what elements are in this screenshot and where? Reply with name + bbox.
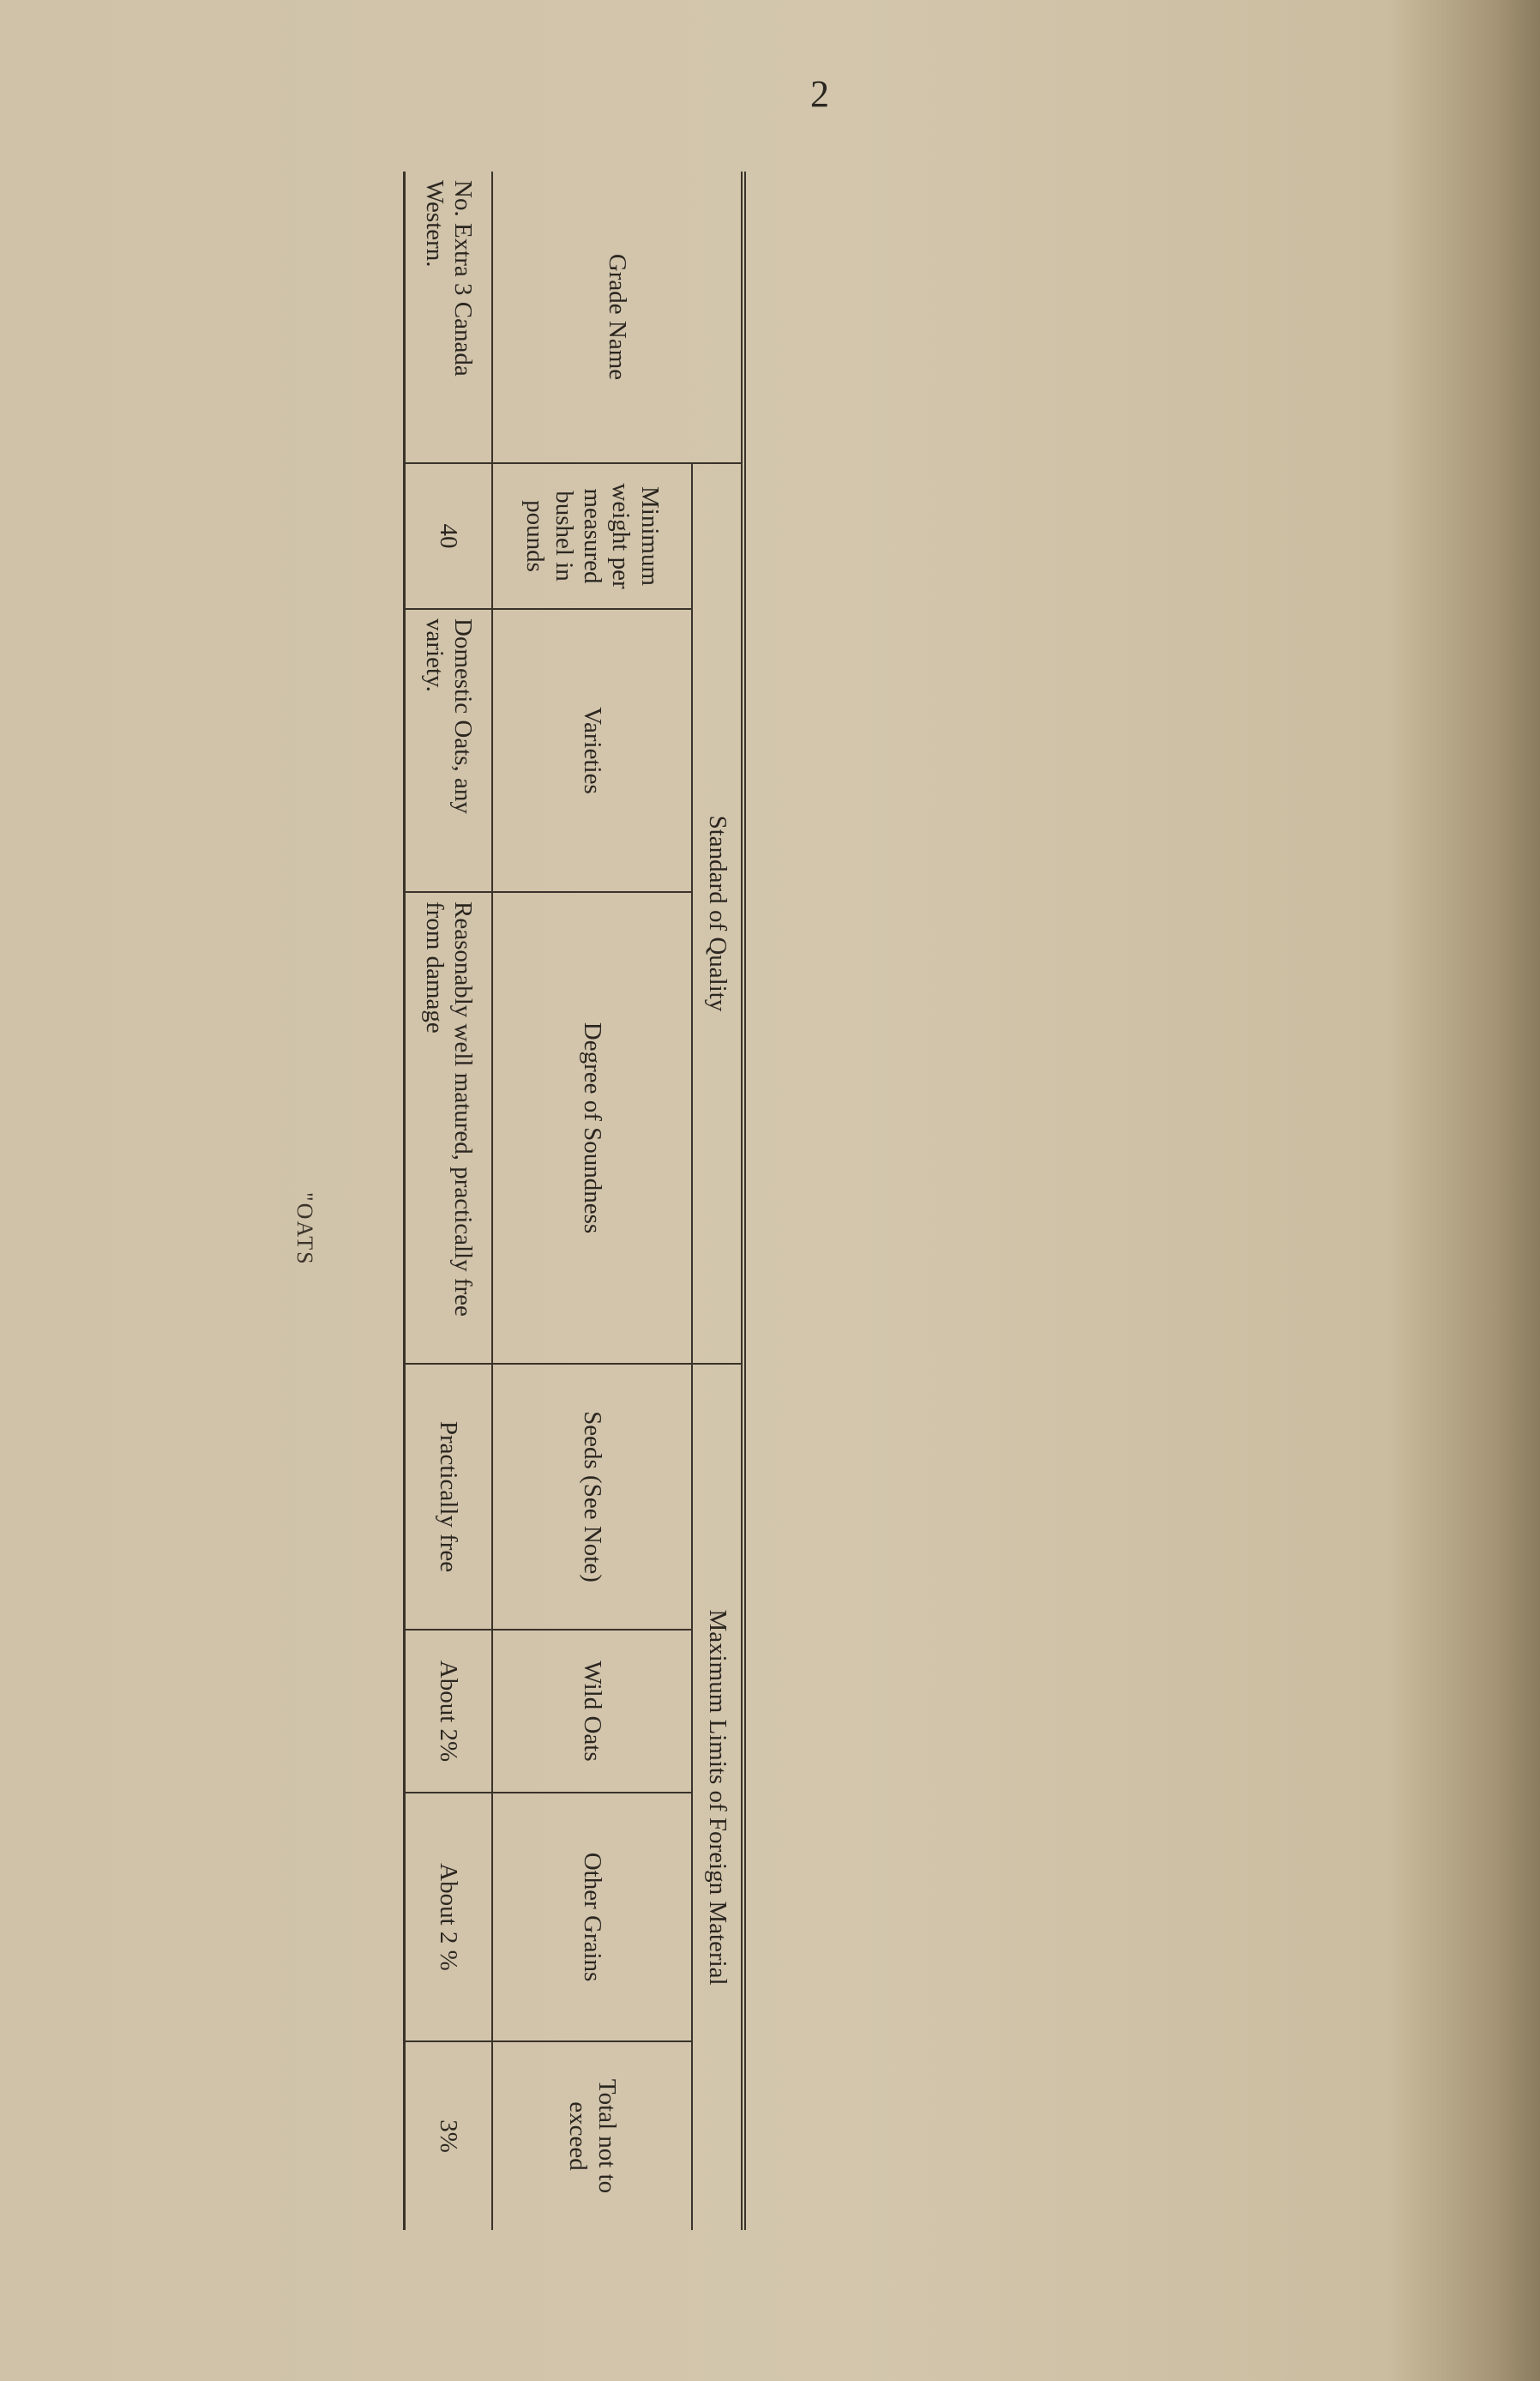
seeds-header: Seeds (See Note)	[492, 1364, 693, 1630]
soundness-cell: Reasonably well matured, practically free from damage	[405, 892, 492, 1364]
page-number: 2	[810, 73, 829, 115]
varieties-header: Varieties	[492, 609, 693, 892]
total-cell: 3%	[405, 2041, 492, 2230]
seeds-cell: Practically free	[405, 1364, 492, 1630]
standard-of-quality-header: Standard of Quality	[692, 463, 743, 1364]
rotated-table-container	[403, 172, 746, 2230]
min-weight-cell: 40	[405, 463, 492, 609]
table-row	[405, 172, 492, 2230]
maximum-limits-header: Maximum Limits of Foreign Material	[692, 1364, 743, 2230]
wild-oats-cell: About 2%	[405, 1630, 492, 1793]
total-header: Total not to exceed	[492, 2041, 693, 2230]
wild-oats-header: Wild Oats	[492, 1630, 693, 1793]
soundness-header: Degree of Soundness	[492, 892, 693, 1364]
other-grains-header: Other Grains	[492, 1793, 693, 2041]
oats-stamp: "OATS	[292, 1192, 317, 1266]
group-header-row	[692, 172, 743, 2230]
grain-grade-table	[403, 172, 746, 2230]
min-weight-header: Minimum weight per measured bushel in pounds	[492, 463, 693, 609]
varieties-cell: Domestic Oats, any variety.	[405, 609, 492, 892]
column-header-row	[492, 172, 693, 2230]
grade-name-header: Grade Name	[492, 172, 743, 463]
grade-name-cell: No. Extra 3 Canada Western.	[405, 172, 492, 463]
other-grains-cell: About 2 %	[405, 1793, 492, 2041]
